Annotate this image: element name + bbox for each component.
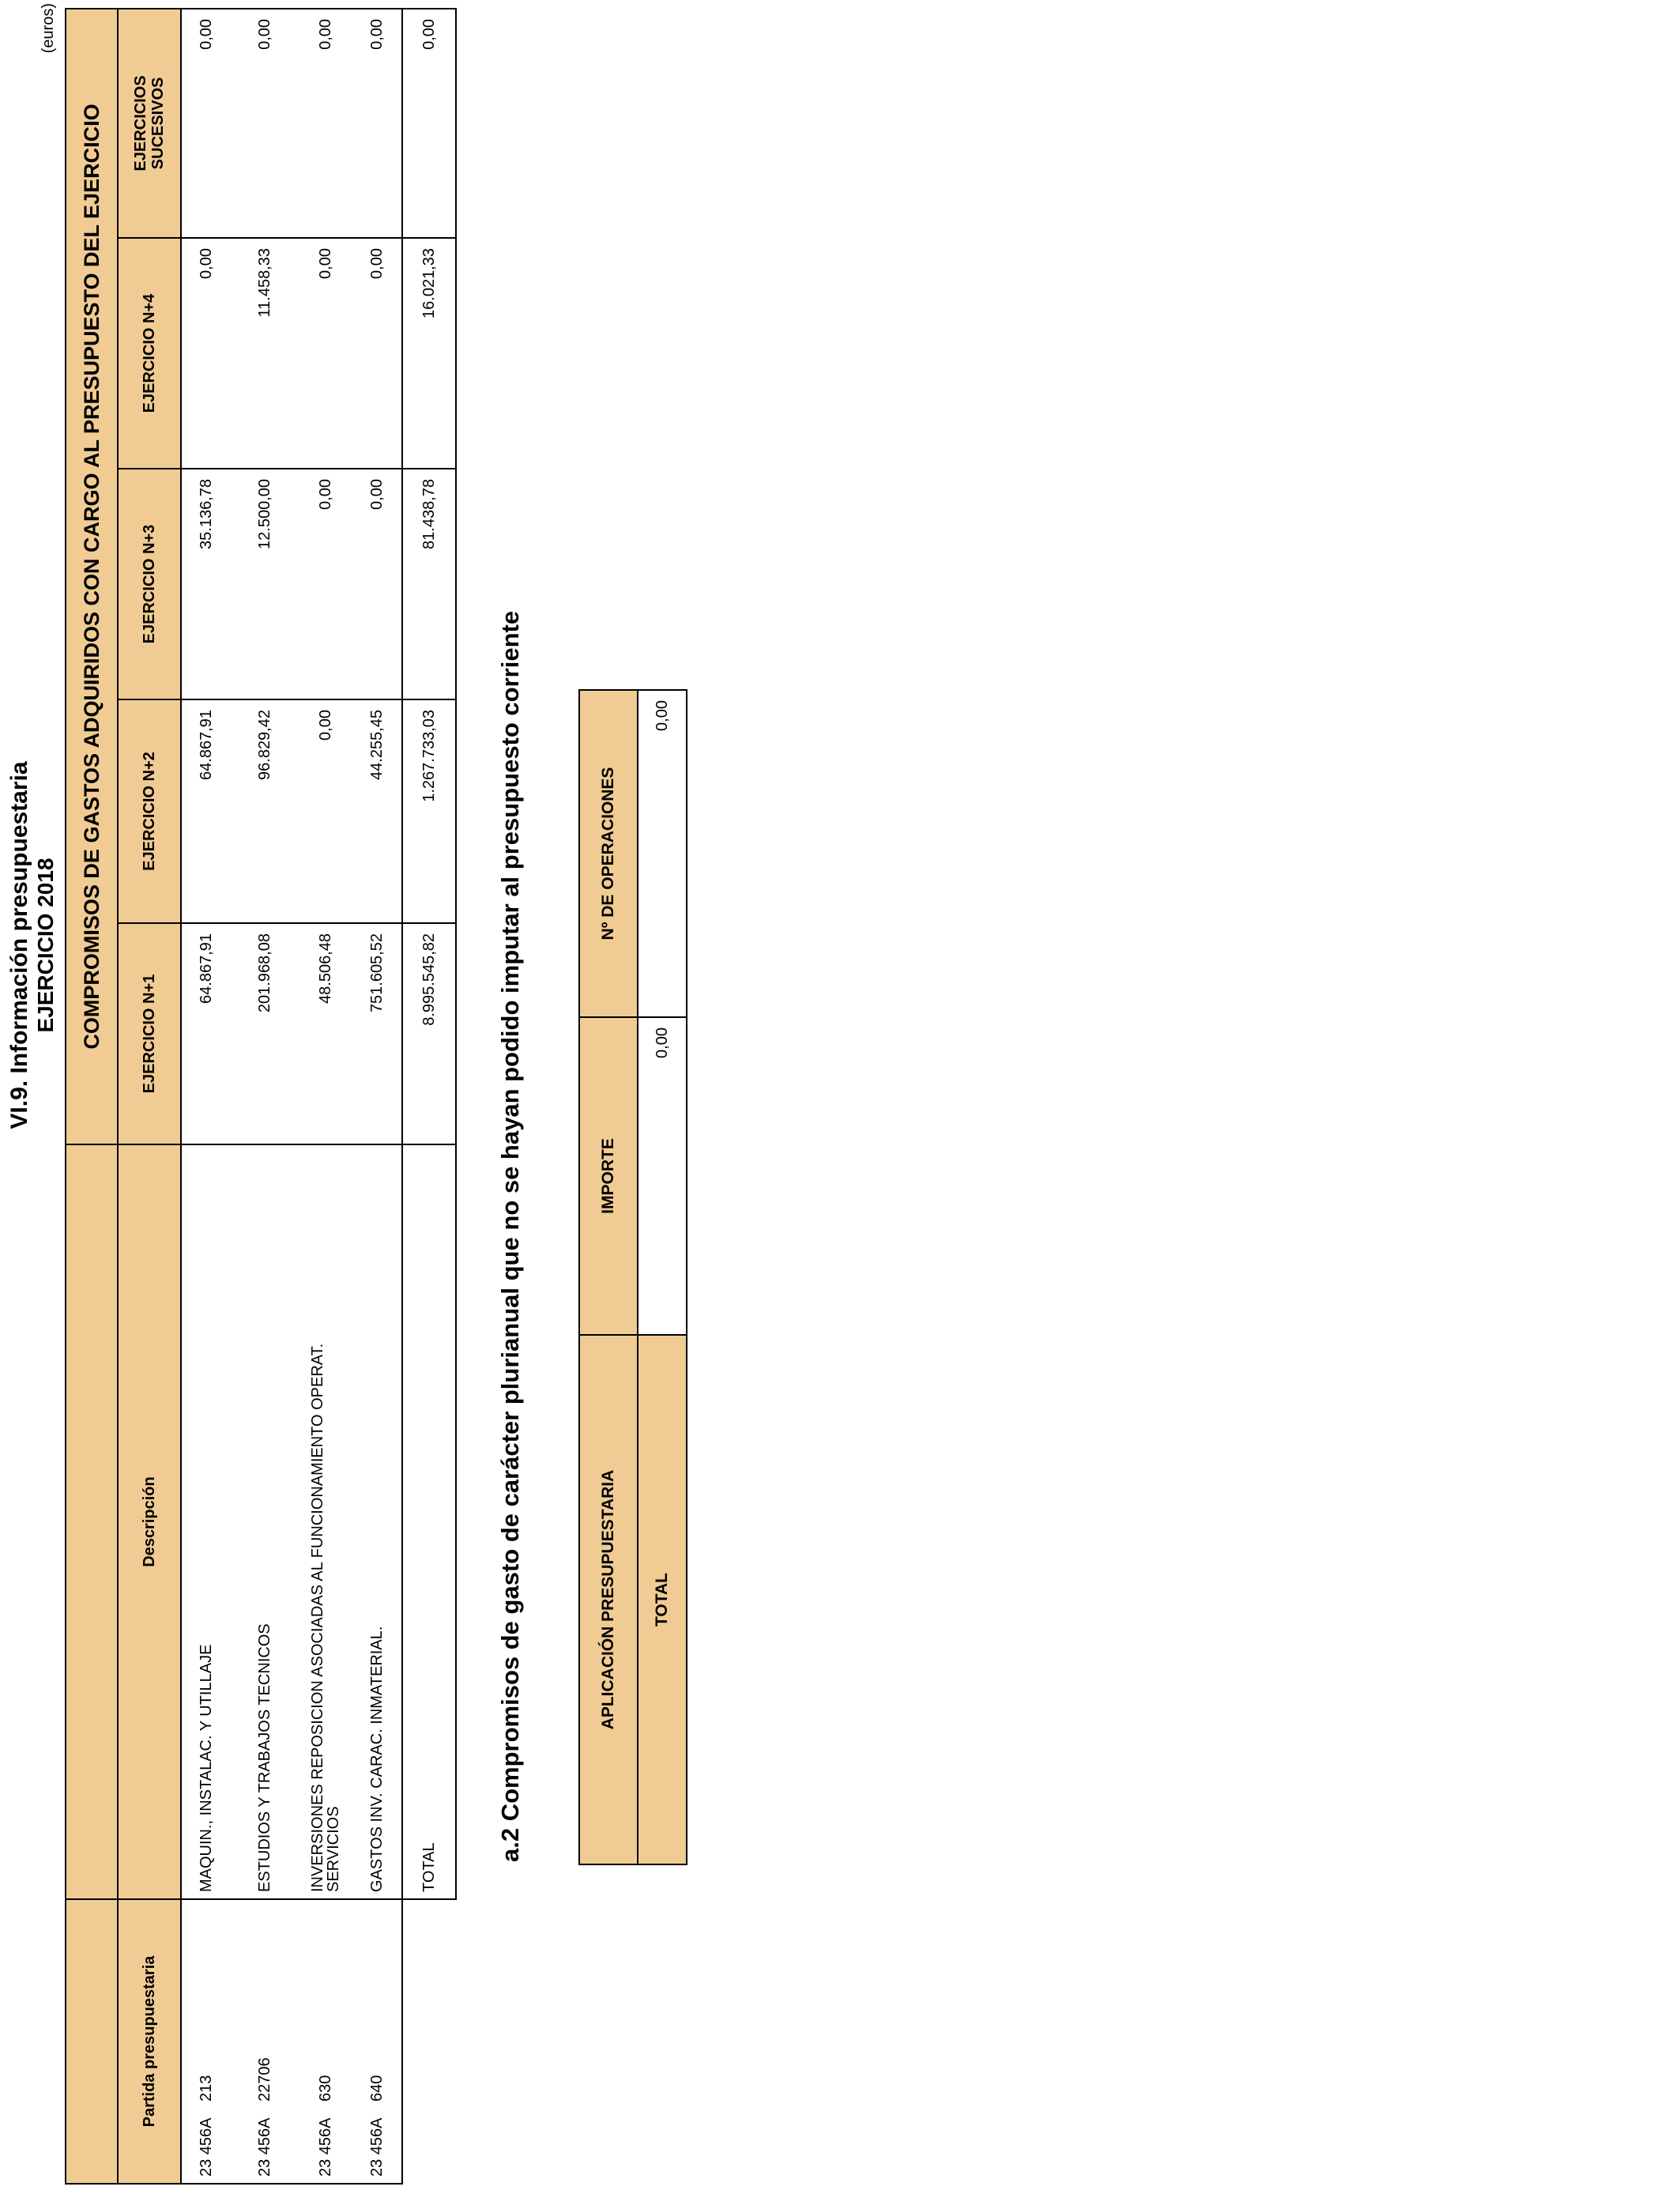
sucesivos-cell: 0,00 xyxy=(232,9,298,238)
n3-cell: 35.136,78 xyxy=(181,469,232,699)
total-blank xyxy=(402,1899,456,2184)
economica-code: 640 xyxy=(368,2075,386,2102)
n4-cell: 0,00 xyxy=(298,238,353,469)
organica-code: 23 456A xyxy=(198,2117,215,2177)
n2-cell: 0,00 xyxy=(298,699,353,923)
col-header-sucesivos xyxy=(118,9,181,238)
col-header-descripcion: Descripción xyxy=(118,1144,181,1899)
n2-cell: 96.829,42 xyxy=(232,699,298,923)
col-header-sucesivos-line2: SUCESIVOS xyxy=(149,77,167,170)
total-sucesivos: 0,00 xyxy=(402,9,456,238)
table-row xyxy=(232,9,298,2184)
partida-cell xyxy=(298,1899,353,2184)
page-title: VI.9. Información presupuestaria xyxy=(6,761,32,1129)
col-header-n4: EJERCICIO N+4 xyxy=(118,238,181,469)
table-row xyxy=(298,9,353,2184)
descripcion-cell: MAQUIN., INSTALAC. Y UTILLAJE xyxy=(181,1144,232,1899)
organica-code: 23 456A xyxy=(368,2117,386,2177)
col-header-n2: EJERCICIO N+2 xyxy=(118,699,181,923)
a2-total-row xyxy=(638,690,687,1864)
economica-code: 213 xyxy=(198,2075,215,2102)
economica-code: 22706 xyxy=(255,2057,273,2102)
organica-code: 23 456A xyxy=(316,2117,334,2177)
col-header-partida: Partida presupuestaria xyxy=(118,1899,181,2184)
table-row xyxy=(353,9,402,2184)
n3-cell: 12.500,00 xyxy=(232,469,298,699)
descripcion-line2: SERVICIOS xyxy=(325,1806,342,1892)
total-n3: 81.438,78 xyxy=(402,469,456,699)
n3-cell: 0,00 xyxy=(353,469,402,699)
a2-total-operaciones: 0,00 xyxy=(638,690,687,1017)
total-n4: 16.021,33 xyxy=(402,238,456,469)
col-header-n1: EJERCICIO N+1 xyxy=(118,923,181,1144)
n4-cell: 0,00 xyxy=(181,238,232,469)
n3-cell: 0,00 xyxy=(298,469,353,699)
table-row xyxy=(181,9,232,2184)
total-row xyxy=(402,9,456,2184)
sucesivos-cell: 0,00 xyxy=(298,9,353,238)
total-n2: 1.267.733,03 xyxy=(402,699,456,923)
header-blank-partida xyxy=(66,1899,118,2184)
col-header-n3: EJERCICIO N+3 xyxy=(118,469,181,699)
col-header-operaciones: Nº DE OPERACIONES xyxy=(579,690,638,1017)
n1-cell: 751.605,52 xyxy=(353,923,402,1144)
descripcion-line1: INVERSIONES REPOSICION ASOCIADAS AL FUNCIONAMIENTO OPERAT. xyxy=(309,1343,326,1892)
col-header-aplicacion: APLICACIÓN PRESUPUESTARIA xyxy=(579,1335,638,1864)
descripcion-cell: ESTUDIOS Y TRABAJOS TECNICOS xyxy=(232,1144,298,1899)
total-n1: 8.995.545,82 xyxy=(402,923,456,1144)
n1-cell: 64.867,91 xyxy=(181,923,232,1144)
page-subtitle: EJERCICIO 2018 xyxy=(33,858,58,1033)
descripcion-cell xyxy=(298,1144,353,1899)
n2-cell: 64.867,91 xyxy=(181,699,232,923)
partida-cell xyxy=(181,1899,232,2184)
descripcion-cell: GASTOS INV. CARAC. INMATERIAL. xyxy=(353,1144,402,1899)
section-a2-heading: a.2 Compromisos de gasto de carácter plurianual que no se hayan podido imputar al presupuesto corriente xyxy=(496,610,524,1862)
col-header-sucesivos-line1: EJERCICIOS xyxy=(132,75,149,172)
partida-cell xyxy=(353,1899,402,2184)
total-label: TOTAL xyxy=(402,1144,456,1899)
units-label: (euros) xyxy=(40,3,57,54)
n1-cell: 48.506,48 xyxy=(298,923,353,1144)
n1-cell: 201.968,08 xyxy=(232,923,298,1144)
commitments-table xyxy=(65,8,457,2185)
a2-table xyxy=(578,689,687,1865)
sucesivos-cell: 0,00 xyxy=(181,9,232,238)
n4-cell: 11.458,33 xyxy=(232,238,298,469)
a2-total-importe: 0,00 xyxy=(638,1017,687,1335)
group-header: COMPROMISOS DE GASTOS ADQUIRIDOS CON CARGO AL PRESUPUESTO DEL EJERCICIO xyxy=(66,9,118,1144)
header-blank-descripcion xyxy=(66,1144,118,1899)
n2-cell: 44.255,45 xyxy=(353,699,402,923)
partida-cell xyxy=(232,1899,298,2184)
economica-code: 630 xyxy=(316,2075,334,2102)
n4-cell: 0,00 xyxy=(353,238,402,469)
sucesivos-cell: 0,00 xyxy=(353,9,402,238)
organica-code: 23 456A xyxy=(255,2117,273,2177)
a2-total-label: TOTAL xyxy=(638,1335,687,1864)
col-header-importe: IMPORTE xyxy=(579,1017,638,1335)
